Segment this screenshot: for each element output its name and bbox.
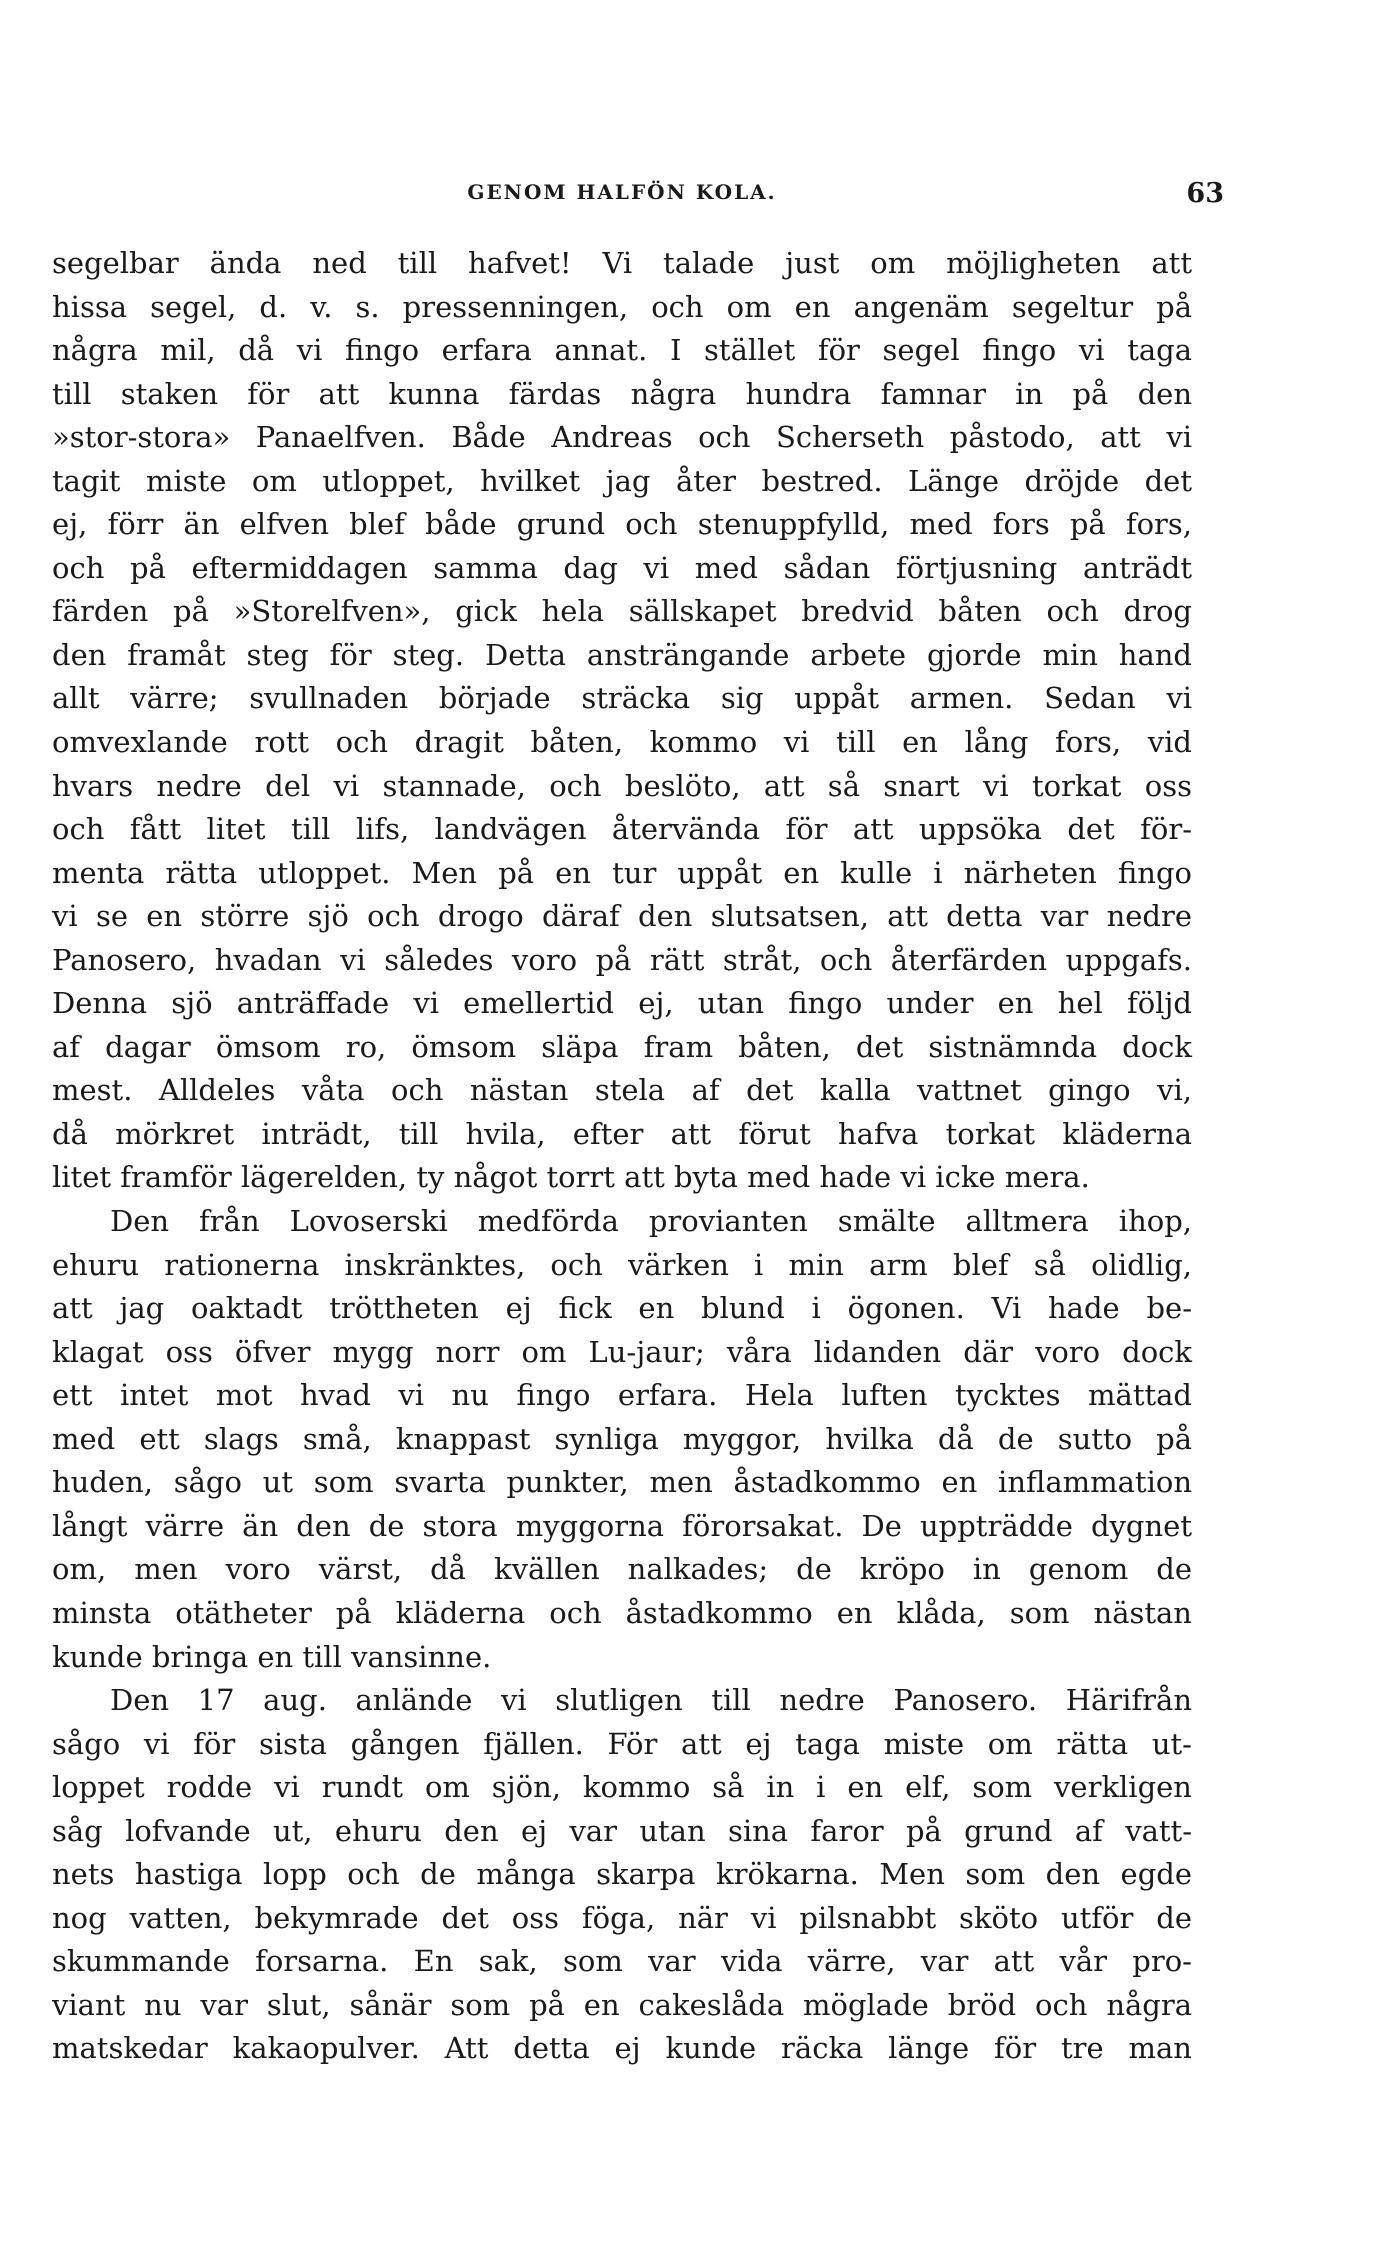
- text-line: Denna sjö anträffade vi emellertid ej, utan fingo under en hel följd: [52, 986, 1192, 1021]
- text-line: omvexlande rott och dragit båten, kommo vi till en lång fors, vid: [52, 725, 1192, 760]
- text-line: huden, sågo ut som svarta punkter, men åstadkommo en inflammation: [52, 1465, 1192, 1500]
- text-line: såg lofvande ut, ehuru den ej var utan sina faror på grund af vatt-: [52, 1813, 1192, 1848]
- text-line: några mil, då vi fingo erfara annat. I stället för segel fingo vi taga: [52, 333, 1192, 368]
- text-line: »stor-stora» Panaelfven. Både Andreas och Scherseth påstodo, att vi: [52, 420, 1192, 455]
- text-line: den framåt steg för steg. Detta ansträngande arbete gjorde min hand: [52, 637, 1192, 672]
- text-line: nets hastiga lopp och de många skarpa krökarna. Men som den egde: [52, 1857, 1192, 1892]
- text-line: då mörkret inträdt, till hvila, efter att förut hafva torkat kläderna: [52, 1116, 1192, 1151]
- text-line: och på eftermiddagen samma dag vi med sådan förtjusning anträdt: [52, 550, 1192, 585]
- text-line: att jag oaktadt tröttheten ej fick en blund i ögonen. Vi hade be-: [52, 1291, 1192, 1326]
- text-line: sågo vi för sista gången fjällen. För att ej taga miste om rätta ut-: [52, 1726, 1192, 1761]
- running-title: GENOM HALFÖN KOLA.: [467, 180, 777, 204]
- text-line: loppet rodde vi rundt om sjön, kommo så in i en elf, som verkligen: [52, 1770, 1192, 1805]
- text-line: tagit miste om utloppet, hvilket jag åter bestred. Länge dröjde det: [52, 463, 1192, 498]
- text-line: kunde bringa en till vansinne.: [52, 1639, 492, 1674]
- text-line: af dagar ömsom ro, ömsom släpa fram båten, det sistnämnda dock: [52, 1029, 1192, 1064]
- text-line: skummande forsarna. En sak, som var vida värre, var att vår pro-: [52, 1944, 1192, 1979]
- text-line: och fått litet till lifs, landvägen återvända för att uppsöka det för-: [52, 812, 1192, 847]
- text-line: till staken för att kunna färdas några hundra famnar in på den: [52, 376, 1192, 411]
- page-number: 63: [1186, 178, 1224, 209]
- text-line: minsta otätheter på kläderna och åstadkommo en klåda, som nästan: [52, 1595, 1192, 1630]
- text-line: vi se en större sjö och drogo däraf den slutsatsen, att detta var nedre: [52, 899, 1192, 934]
- text-line: hvars nedre del vi stannade, och beslöto, att så snart vi torkat oss: [52, 768, 1192, 803]
- text-line: menta rätta utloppet. Men på en tur uppåt en kulle i närheten fingo: [52, 855, 1192, 890]
- text-line: segelbar ända ned till hafvet! Vi talade just om möjligheten att: [52, 246, 1192, 280]
- text-line: Den från Lovoserski medförda provianten smälte alltmera ihop,: [110, 1204, 1192, 1239]
- text-line: ett intet mot hvad vi nu fingo erfara. Hela luften tycktes mättad: [52, 1378, 1192, 1413]
- text-line: om, men voro värst, då kvällen nalkades; de kröpo in genom de: [52, 1552, 1192, 1587]
- text-line: nog vatten, bekymrade det oss föga, när vi pilsnabbt sköto utför de: [52, 1900, 1192, 1935]
- text-line: långt värre än den de stora myggorna förorsakat. De uppträdde dygnet: [52, 1508, 1192, 1543]
- text-line: Panosero, hvadan vi således voro på rätt stråt, och återfärden uppgafs.: [52, 942, 1192, 977]
- running-head: [52, 178, 1224, 210]
- text-line: matskedar kakaopulver. Att detta ej kunde räcka länge för tre man: [52, 2031, 1192, 2066]
- text-line: allt värre; svullnaden började sträcka sig uppåt armen. Sedan vi: [52, 681, 1192, 716]
- text-line: ej, förr än elfven blef både grund och stenuppfylld, med fors på fors,: [52, 507, 1192, 542]
- text-line: mest. Alldeles våta och nästan stela af det kalla vattnet gingo vi,: [52, 1073, 1192, 1108]
- text-line: med ett slags små, knappast synliga myggor, hvilka då de sutto på: [52, 1421, 1192, 1456]
- text-line: ehuru rationerna inskränktes, och värken i min arm blef så olidlig,: [52, 1247, 1192, 1282]
- text-line: litet framför lägerelden, ty något torrt att byta med hade vi icke mera.: [52, 1160, 1090, 1195]
- body-text: [52, 242, 1192, 2071]
- text-line: Den 17 aug. anlände vi slutligen till nedre Panosero. Härifrån: [110, 1683, 1192, 1718]
- text-line: viant nu var slut, sånär som på en cakeslåda möglade bröd och några: [52, 1987, 1192, 2022]
- text-line: klagat oss öfver mygg norr om Lu-jaur; våra lidanden där voro dock: [52, 1334, 1192, 1369]
- text-line: hissa segel, d. v. s. pressenningen, och om en angenäm segeltur på: [52, 289, 1192, 324]
- text-line: färden på »Storelfven», gick hela sällskapet bredvid båten och drog: [52, 594, 1192, 629]
